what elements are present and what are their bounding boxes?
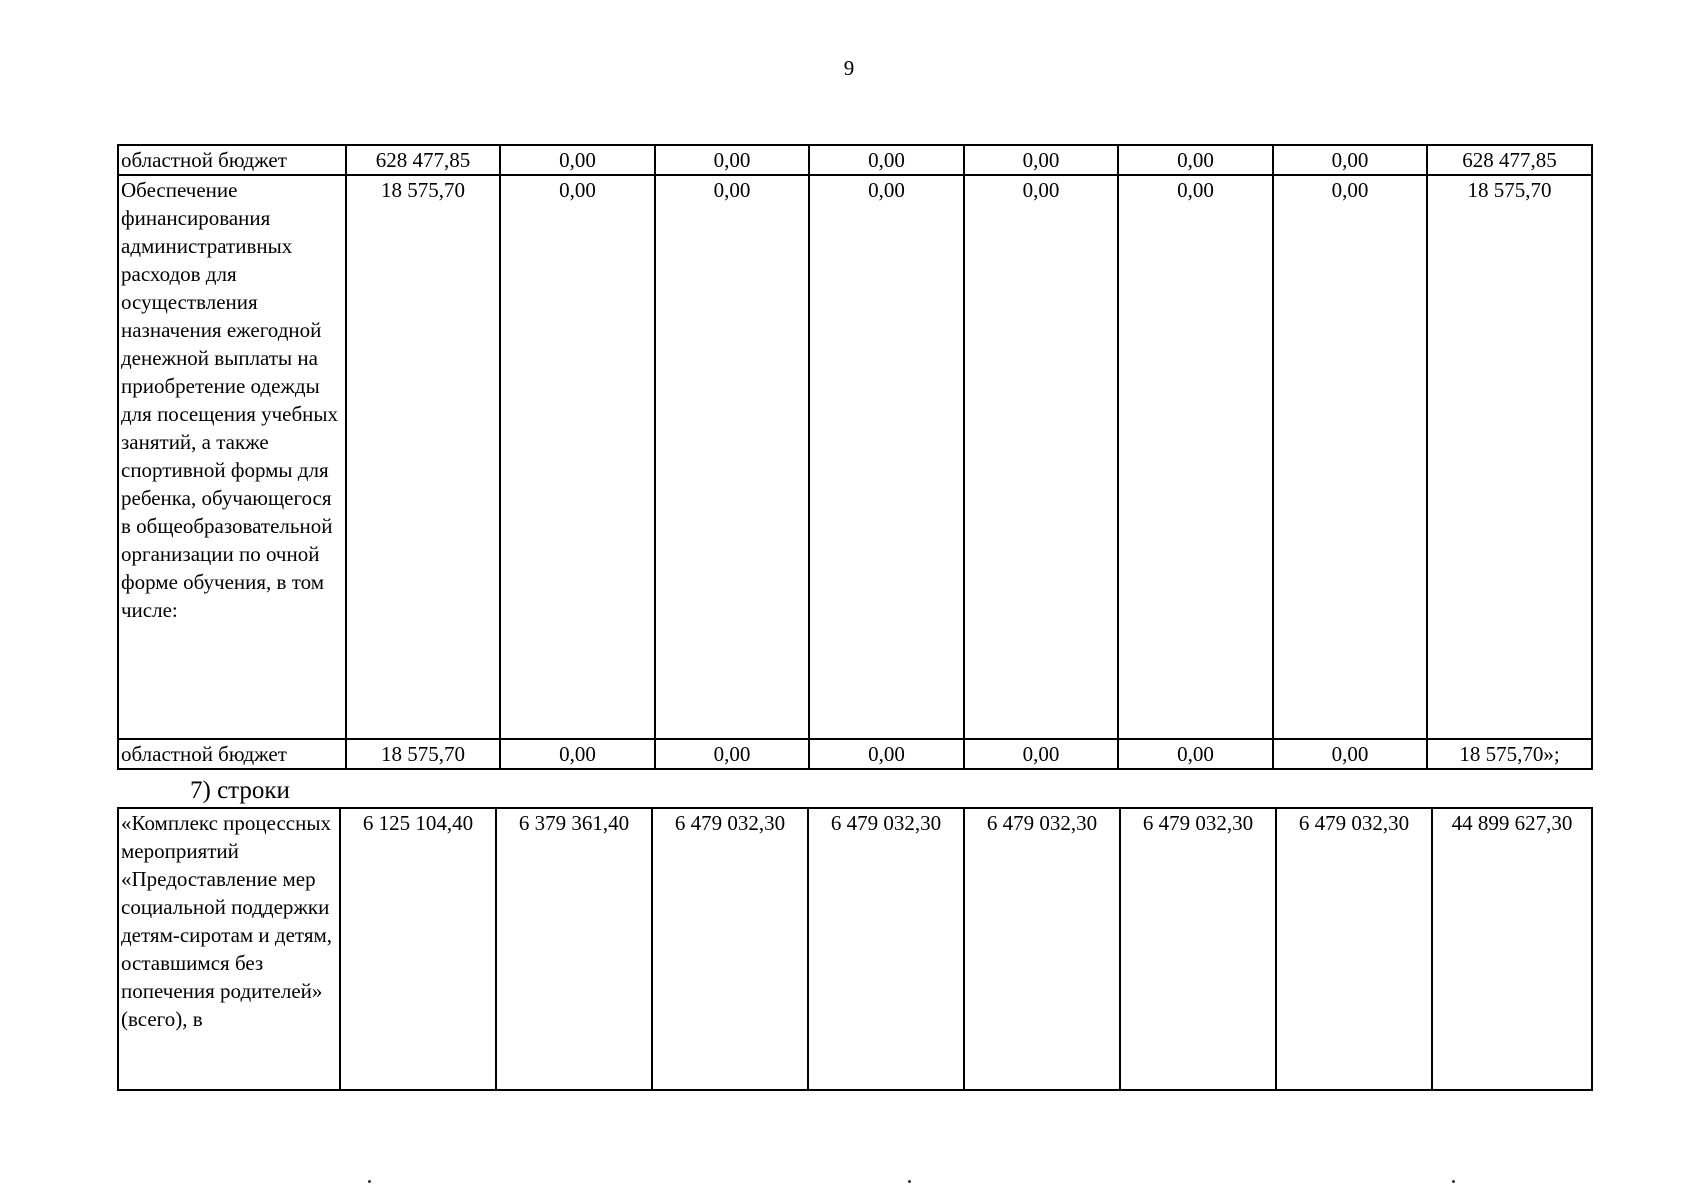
value-cell: 6 125 104,40 [340, 808, 496, 1090]
value-cell: 6 379 361,40 [496, 808, 652, 1090]
total-cell: 628 477,85 [1427, 145, 1592, 175]
section-heading: 7) строки [190, 777, 290, 804]
value-cell: 0,00 [655, 739, 809, 769]
total-cell: 18 575,70»; [1427, 739, 1592, 769]
value-cell: 6 479 032,30 [964, 808, 1120, 1090]
value-cell: 628 477,85 [346, 145, 500, 175]
value-cell: 0,00 [1273, 145, 1427, 175]
table-row-regional-budget [118, 739, 1592, 769]
value-cell: 6 479 032,30 [808, 808, 964, 1090]
row-label: областной бюджет [118, 145, 346, 175]
value-cell: 0,00 [964, 739, 1118, 769]
scan-speck [1452, 1180, 1455, 1183]
value-cell: 0,00 [964, 175, 1118, 739]
value-cell: 18 575,70 [346, 739, 500, 769]
page-number: 9 [843, 56, 855, 80]
scan-speck [908, 1180, 911, 1183]
value-cell: 0,00 [500, 739, 655, 769]
value-cell: 0,00 [964, 145, 1118, 175]
value-cell: 0,00 [500, 175, 655, 739]
table-row-admin-expenses [118, 175, 1592, 739]
value-cell: 0,00 [500, 145, 655, 175]
value-cell: 0,00 [1118, 145, 1273, 175]
value-cell: 0,00 [655, 145, 809, 175]
value-cell: 0,00 [1273, 739, 1427, 769]
row-label: Обеспечение финансирования административных расходов для осуществления назначения ежегодной денежной выплаты на приобретение одежды для посещения учебных занятий, а также спортивной формы для ребенка, обучающегося в общеобразовательной организации по очной форме обучения, в том числе: [118, 175, 346, 739]
value-cell: 18 575,70 [346, 175, 500, 739]
budget-table-new-rows [117, 807, 1593, 1091]
value-cell: 0,00 [809, 145, 964, 175]
budget-table-continuation [117, 144, 1593, 770]
value-cell: 0,00 [1273, 175, 1427, 739]
total-cell: 44 899 627,30 [1432, 808, 1592, 1090]
value-cell: 0,00 [1118, 739, 1273, 769]
value-cell: 0,00 [1118, 175, 1273, 739]
table-row-process-complex [118, 808, 1592, 1090]
row-label: областной бюджет [118, 739, 346, 769]
value-cell: 6 479 032,30 [652, 808, 808, 1090]
total-cell: 18 575,70 [1427, 175, 1592, 739]
table-row-regional-budget [118, 145, 1592, 175]
scan-speck [368, 1180, 371, 1183]
value-cell: 0,00 [655, 175, 809, 739]
row-label: «Комплекс процессных мероприятий «Предоставление мер социальной поддержки детям-сиротам и детям, оставшимся без попечения родителей» (всего), в [118, 808, 340, 1090]
value-cell: 0,00 [809, 739, 964, 769]
value-cell: 6 479 032,30 [1120, 808, 1276, 1090]
value-cell: 0,00 [809, 175, 964, 739]
value-cell: 6 479 032,30 [1276, 808, 1432, 1090]
